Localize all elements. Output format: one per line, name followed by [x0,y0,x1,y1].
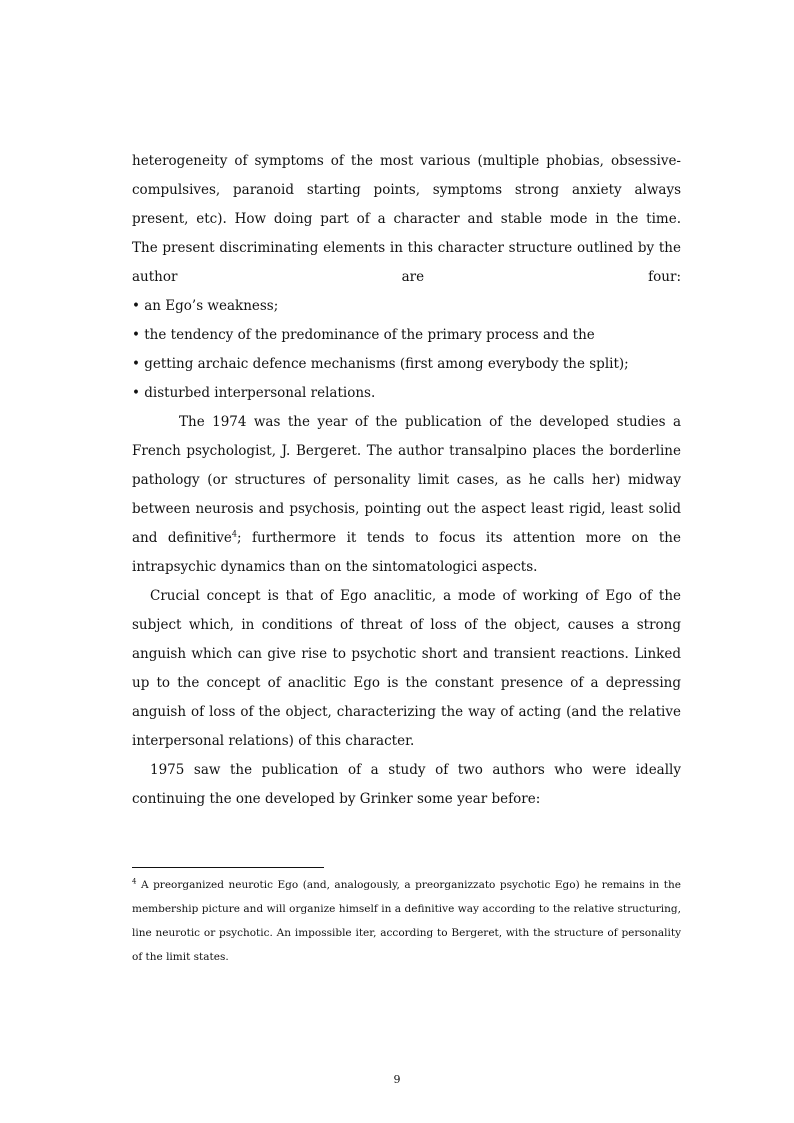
paragraph-symptoms: heterogeneity of symptoms of the most various (multiple phobias, obsessive-compulsives, paranoid starting points, symptoms strong anxiety always present, etc). How doing part of a character and stable mode in the time. [132,153,681,227]
bullet-defence-mechanisms: • getting archaic defence mechanisms (first among everybody the split); [132,356,629,372]
bergeret-text-start: The 1974 was the year of the publication of the developed studies a French psychologist, J. Bergeret. The author transalpino places the borderline pathology (or structures of personality limit cases, as he calls her) midway between neurosis and psychosis, pointing out the aspect least rigid, least solid and definitive [132,414,681,546]
footnote-text: A preorganized neurotic Ego (and, analogously, a preorganizzato psychotic Ego) he remains in the membership picture and will organize himself in a definitive way according to the relative structuring, line neurotic or psychotic. An impossible iter, according to Bergeret, with the structure of personality of the limit states. [132,879,681,963]
paragraph-bergeret [132,408,681,582]
bullet-primary-process: • the tendency of the predominance of the primary process and the [132,327,595,343]
paragraph-discriminating-elements: The present discriminating elements in this character structure outlined by the author are four: [132,240,681,285]
paragraph-1975-study: 1975 saw the publication of a study of two authors who were ideally continuing the one developed by Grinker some year before: [132,762,681,807]
footnote-separator [132,867,324,868]
body-text [132,147,681,814]
page-number: 9 [393,1073,401,1086]
bergeret-text-end: ; furthermore it tends to focus its attention more on the intrapsychic dynamics than on the sintomatologici aspects. [132,530,681,575]
footnote-marker: 4 [132,877,137,886]
footnote [132,873,681,969]
footnote-reference: 4 [231,529,237,539]
paragraph-ego-anaclitic: Crucial concept is that of Ego anaclitic, a mode of working of Ego of the subject which, in conditions of threat of loss of the object, causes a strong anguish which can give rise to psychotic short and transient reactions. Linked up to the concept of anaclitic Ego is the constant presence of a depressing anguish of loss of the object, characterizing the way of acting (and the relative interpersonal relations) of this character. [132,588,681,749]
bullet-ego-weakness: • an Ego’s weakness; [132,298,279,314]
bullet-interpersonal-relations: • disturbed interpersonal relations. [132,385,376,401]
